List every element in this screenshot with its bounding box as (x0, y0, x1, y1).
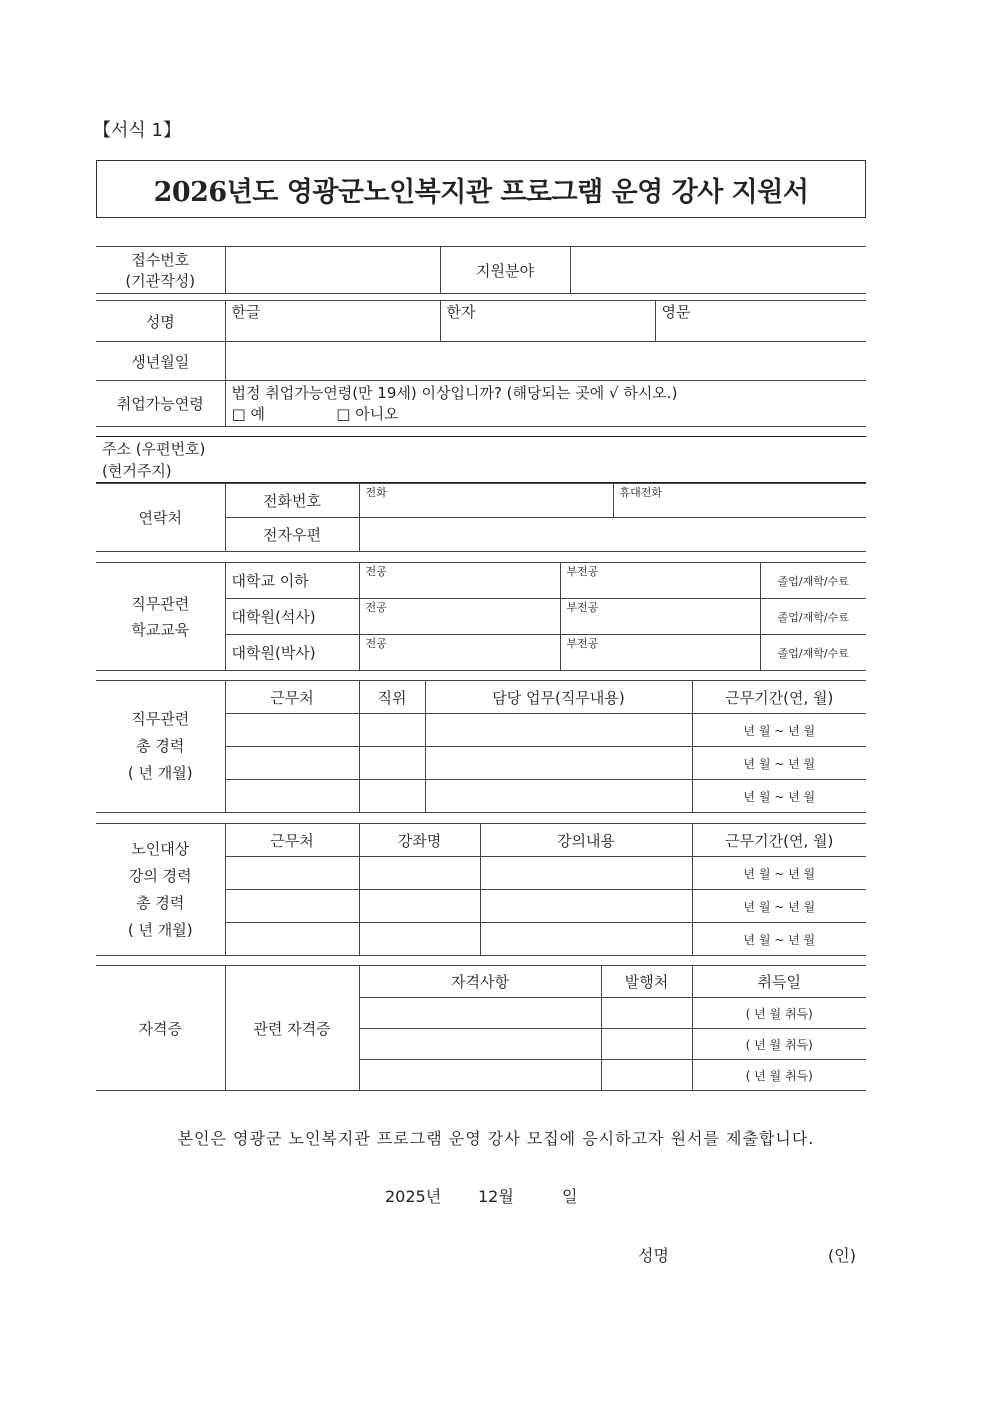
career-table (96, 680, 866, 813)
issuer-cell[interactable] (601, 1029, 692, 1060)
page-title: 2026년도 영광군노인복지관 프로그램 운영 강사 지원서 (153, 176, 809, 208)
cert-item-cell[interactable] (359, 998, 601, 1029)
lecture-content-cell[interactable] (480, 857, 692, 890)
phone-label: 전화번호 (225, 484, 359, 518)
applicant-info-table (96, 246, 866, 427)
education-level: 대학원(박사) (225, 635, 359, 671)
cert-item-cell[interactable] (359, 1029, 601, 1060)
cert-item-cell[interactable] (359, 1060, 601, 1091)
support-field-label: 지원분야 (440, 247, 570, 294)
form-number-label: 【서식 1】 (93, 120, 181, 141)
contact-label: 연락처 (96, 484, 225, 552)
no-checkbox[interactable]: □ 아니오 (336, 404, 399, 423)
position-cell[interactable] (359, 780, 425, 813)
major-field[interactable]: 전공 (359, 635, 560, 671)
receipt-number-field[interactable] (225, 247, 440, 294)
course-name-cell[interactable] (359, 923, 480, 956)
duty-cell[interactable] (425, 747, 692, 780)
acquired-date-cell[interactable]: ( 년 월 취득) (692, 1029, 866, 1060)
related-certificate-label: 관련 자격증 (225, 966, 359, 1091)
contact-table (96, 483, 866, 552)
education-level: 대학교 이하 (225, 563, 359, 599)
issuer-cell[interactable] (601, 998, 692, 1029)
email-label: 전자우편 (225, 518, 359, 552)
support-field-input[interactable] (570, 247, 866, 294)
certificate-table (96, 965, 866, 1091)
period-header: 근무기간(연, 월) (692, 681, 866, 714)
course-name-cell[interactable] (359, 857, 480, 890)
period-cell[interactable]: 년 월 ~ 년 월 (692, 890, 866, 923)
acquired-date-cell[interactable]: ( 년 월 취득) (692, 998, 866, 1029)
issuer-cell[interactable] (601, 1060, 692, 1091)
address-sublabel: (현거주지) (102, 462, 172, 480)
status-options[interactable]: 졸업/재학/수료 (760, 599, 866, 635)
major-field[interactable]: 전공 (359, 599, 560, 635)
declaration-statement: 본인은 영광군 노인복지관 프로그램 운영 강사 모집에 응시하고자 원서를 제출합니다. (177, 1129, 815, 1148)
acquired-date-cell[interactable]: ( 년 월 취득) (692, 1060, 866, 1091)
name-english-field[interactable]: 영문 (655, 301, 866, 342)
name-korean-field[interactable]: 한글 (225, 301, 440, 342)
major-field[interactable]: 전공 (359, 563, 560, 599)
education-table (96, 562, 866, 671)
acquired-date-header: 취득일 (692, 966, 866, 998)
course-name-cell[interactable] (359, 890, 480, 923)
course-name-header: 강좌명 (359, 824, 480, 857)
education-label: 직무관련 학교교육 (96, 563, 225, 671)
period-cell[interactable]: 년 월 ~ 년 월 (692, 923, 866, 956)
minor-field[interactable]: 부전공 (560, 635, 760, 671)
lecture-content-header: 강의내용 (480, 824, 692, 857)
employable-age-question: 법정 취업가능연령(만 19세) 이상입니까? (해당되는 곳에 √ 하시오.) (231, 383, 678, 402)
lecture-career-table (96, 823, 866, 956)
period-cell[interactable]: 년 월 ~ 년 월 (692, 747, 866, 780)
education-level: 대학원(석사) (225, 599, 359, 635)
workplace-header: 근무처 (225, 824, 359, 857)
period-header: 근무기간(연, 월) (692, 824, 866, 857)
issuer-header: 발행처 (601, 966, 692, 998)
position-cell[interactable] (359, 714, 425, 747)
period-cell[interactable]: 년 월 ~ 년 월 (692, 857, 866, 890)
period-cell[interactable]: 년 월 ~ 년 월 (692, 780, 866, 813)
workplace-cell[interactable] (225, 747, 359, 780)
status-options[interactable]: 졸업/재학/수료 (760, 563, 866, 599)
employable-age-field (225, 381, 866, 427)
name-label: 성명 (96, 301, 225, 342)
mobile-field[interactable]: 휴대전화 (613, 484, 866, 518)
lecture-content-cell[interactable] (480, 923, 692, 956)
workplace-header: 근무처 (225, 681, 359, 714)
cert-item-header: 자격사항 (359, 966, 601, 998)
career-label: 직무관련 총 경력 ( 년 개월) (96, 681, 225, 813)
lecture-career-label: 노인대상 강의 경력 총 경력 ( 년 개월) (96, 824, 225, 956)
duty-cell[interactable] (425, 714, 692, 747)
position-cell[interactable] (359, 747, 425, 780)
workplace-cell[interactable] (225, 890, 359, 923)
certificate-label: 자격증 (96, 966, 225, 1091)
address-label: 주소 (우편번호) (102, 440, 206, 458)
period-cell[interactable]: 년 월 ~ 년 월 (692, 714, 866, 747)
seal-mark[interactable]: (인) (828, 1246, 856, 1265)
date-day: 일 (562, 1187, 578, 1206)
minor-field[interactable]: 부전공 (560, 599, 760, 635)
minor-field[interactable]: 부전공 (560, 563, 760, 599)
workplace-cell[interactable] (225, 857, 359, 890)
workplace-cell[interactable] (225, 780, 359, 813)
name-hanja-field[interactable]: 한자 (440, 301, 655, 342)
phone-field[interactable]: 전화 (359, 484, 613, 518)
date-month: 12월 (478, 1187, 514, 1206)
duty-cell[interactable] (425, 780, 692, 813)
employable-age-label: 취업가능연령 (96, 381, 225, 427)
birthdate-field[interactable] (225, 342, 866, 381)
date-year: 2025년 (385, 1187, 442, 1206)
position-header: 직위 (359, 681, 425, 714)
status-options[interactable]: 졸업/재학/수료 (760, 635, 866, 671)
birthdate-label: 생년월일 (96, 342, 225, 381)
title-box (96, 160, 866, 218)
lecture-content-cell[interactable] (480, 890, 692, 923)
yes-checkbox[interactable]: □ 예 (231, 404, 265, 423)
signature-name-label: 성명 (638, 1246, 669, 1265)
email-field[interactable] (359, 518, 866, 552)
workplace-cell[interactable] (225, 923, 359, 956)
duty-header: 담당 업무(직무내용) (425, 681, 692, 714)
workplace-cell[interactable] (225, 714, 359, 747)
receipt-number-label: 접수번호 (기관작성) (96, 247, 225, 294)
address-row[interactable] (96, 436, 866, 483)
